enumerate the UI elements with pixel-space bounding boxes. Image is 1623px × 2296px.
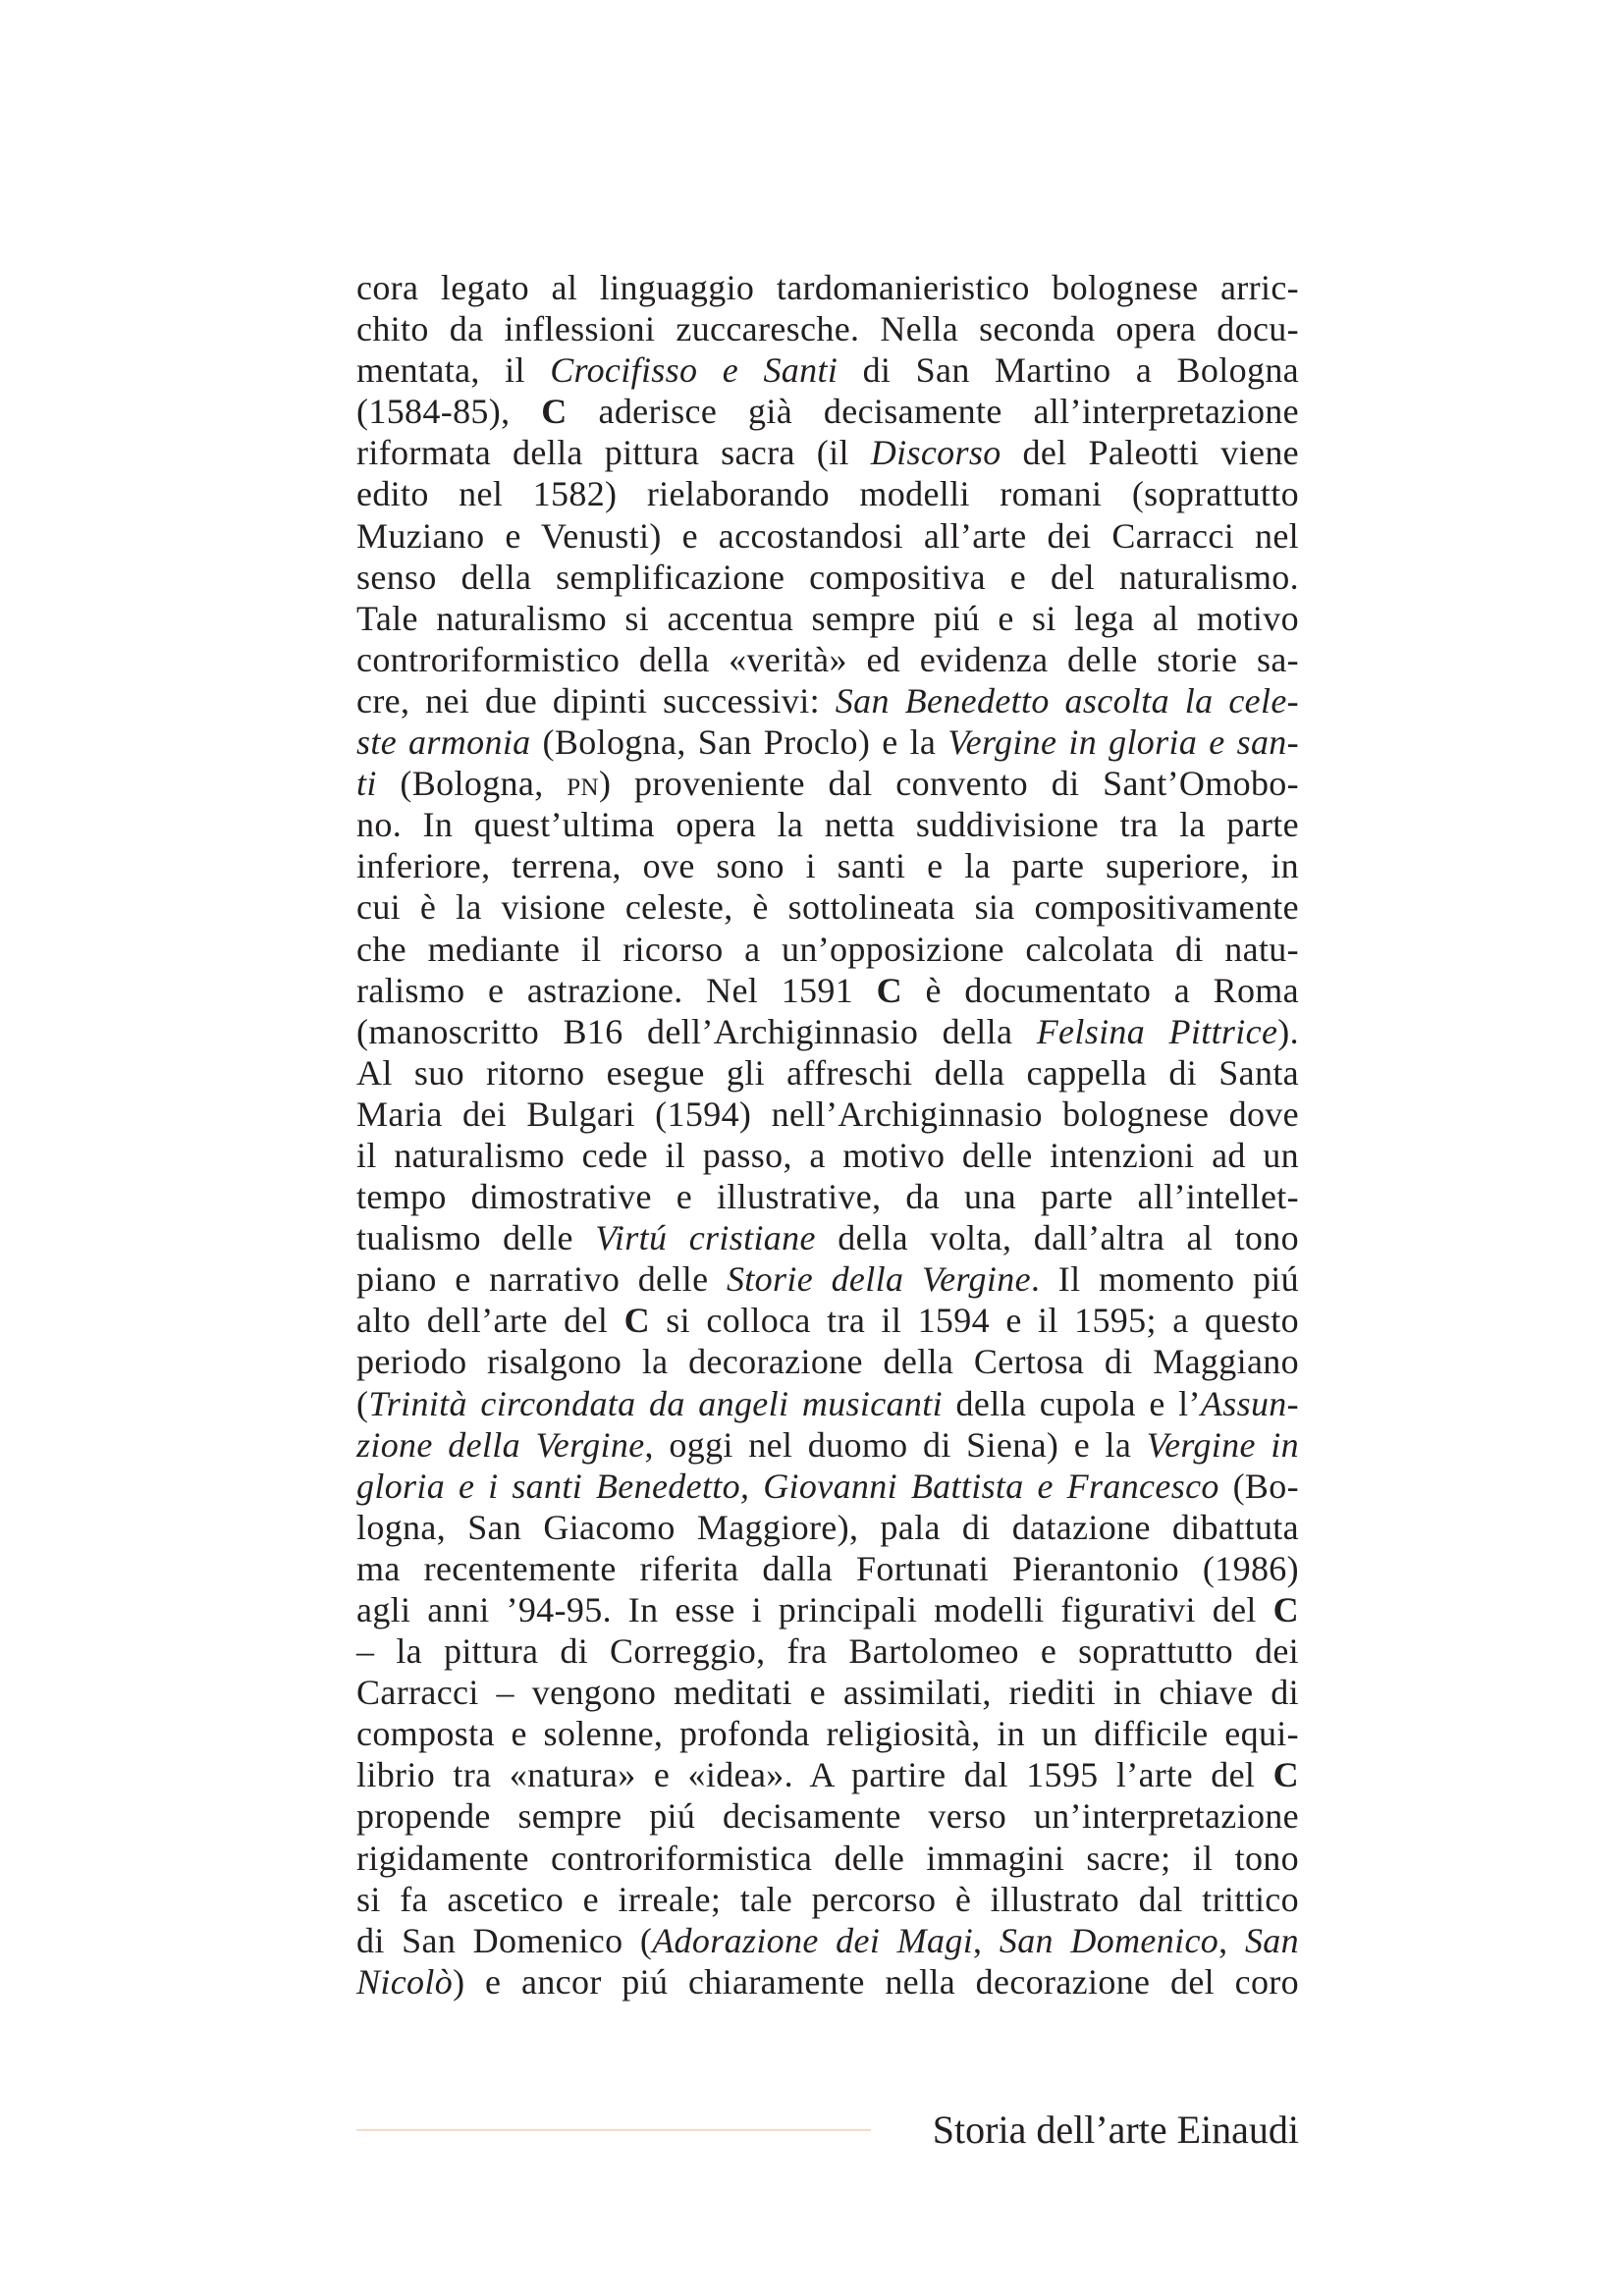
text-line (356, 1961, 1299, 2002)
text-segment: senso della semplificazione compositiva e del naturalismo. (356, 557, 1299, 597)
text-line (356, 680, 1299, 721)
text-segment: Maria dei Bulgari (1594) nell’Archiginnasio bolognese dove (356, 1094, 1299, 1134)
text-line (356, 1548, 1299, 1589)
text-line (356, 1672, 1299, 1713)
text-line (356, 1217, 1299, 1258)
text-line (356, 267, 1299, 308)
italic-text: Trinità circondata da angeli musicanti (368, 1383, 943, 1423)
text-segment: (Bologna, (376, 764, 568, 804)
text-line (356, 1011, 1299, 1052)
text-segment: aderisce già decisamente all’interpretazione (567, 392, 1299, 432)
text-line (356, 1879, 1299, 1920)
text-line (356, 557, 1299, 598)
bold-text: C (1272, 1590, 1299, 1629)
text-line (356, 432, 1299, 473)
text-segment: tempo dimostrative e illustrative, da una parte all’intellet- (356, 1177, 1299, 1217)
italic-text: Crocifisso e Santi (550, 350, 839, 391)
italic-text: San Domenico (999, 1920, 1219, 1960)
text-line (356, 1920, 1299, 1961)
text-line (356, 308, 1299, 349)
text-segment: Muziano e Venusti) e accostandosi all’arte dei Carracci nel (356, 515, 1299, 556)
italic-text: Discorso (870, 433, 1001, 473)
text-segment: , oggi nel duomo di Siena) e la (644, 1424, 1147, 1465)
text-segment: chito da inflessioni zuccaresche. Nella seconda opera docu- (356, 309, 1299, 349)
text-line (356, 1754, 1299, 1795)
text-line (356, 1630, 1299, 1672)
text-line (356, 1507, 1299, 1548)
bold-text: C (541, 392, 568, 432)
text-segment: cui è la visione celeste, è sottolineata sia compositivamente (356, 887, 1299, 928)
text-segment: agli anni ’94-95. In esse i principali modelli figurativi del (356, 1590, 1273, 1629)
text-line (356, 1258, 1299, 1300)
text-segment: controriformistico della «verità» ed evidenza delle storie sa- (356, 639, 1299, 679)
text-segment: (manoscritto B16 dell’Archiginnasio della (356, 1011, 1037, 1051)
text-segment: inferiore, terrena, ove sono i santi e la parte superiore, in (356, 846, 1299, 886)
footer-rule (356, 2129, 871, 2131)
italic-text: zione della Vergine (356, 1424, 645, 1465)
text-line (356, 1052, 1299, 1094)
text-line (356, 639, 1299, 680)
text-segment: Tale naturalismo si accentua sempre piú e si lega al motivo (356, 598, 1299, 638)
text-segment: del Paleotti viene (1001, 433, 1299, 473)
text-segment: rigidamente controriformistica delle immagini sacre; il tono (356, 1838, 1299, 1878)
text-line (356, 1300, 1299, 1341)
body-text (356, 267, 1299, 2002)
bold-text: C (623, 1301, 650, 1341)
italic-text: Vergine in gloria e san- (947, 722, 1299, 763)
bold-text: C (876, 970, 902, 1010)
italic-text: Assun- (1200, 1383, 1299, 1423)
footer-title: Storia dell’arte Einaudi (932, 2108, 1299, 2152)
text-line (356, 1341, 1299, 1382)
italic-text: Storie della Vergine (726, 1259, 1031, 1300)
text-segment: si fa ascetico e irreale; tale percorso è illustrato dal trittico (356, 1879, 1299, 1919)
italic-text: San (1244, 1920, 1299, 1960)
text-line (356, 473, 1299, 514)
bold-text: C (1272, 1755, 1299, 1795)
text-line (356, 391, 1299, 432)
text-segment: di San Martino a Bologna (838, 350, 1299, 391)
text-segment: alto dell’arte del (356, 1301, 624, 1341)
text-segment: , (1218, 1920, 1245, 1960)
small-caps-text: pn (567, 764, 599, 804)
text-segment: Al suo ritorno esegue gli affreschi della cappella di Santa (356, 1052, 1299, 1093)
italic-text: Adorazione dei Magi (652, 1920, 974, 1960)
text-segment: logna, San Giacomo Maggiore), pala di datazione dibattuta (356, 1507, 1299, 1547)
italic-text: San Benedetto ascolta la cele- (835, 680, 1299, 721)
italic-text: ti (356, 764, 377, 804)
text-segment: ( (356, 1383, 369, 1423)
text-line (356, 763, 1299, 804)
text-segment: di San Domenico ( (356, 1920, 653, 1960)
text-line (356, 515, 1299, 557)
text-line (356, 1795, 1299, 1837)
text-segment: Carracci – vengono meditati e assimilati, riediti in chiave di (356, 1673, 1299, 1713)
italic-text: Virtú cristiane (595, 1218, 816, 1258)
text-line (356, 804, 1299, 845)
text-line (356, 1094, 1299, 1135)
text-segment: (Bologna, San Proclo) e la (530, 722, 948, 763)
italic-text: gloria e i santi Benedetto, Giovanni Battista e Francesco (356, 1466, 1219, 1506)
text-segment: – la pittura di Correggio, fra Bartolomeo e soprattutto dei (356, 1631, 1299, 1672)
text-segment: no. In quest’ultima opera la netta suddivisione tra la parte (356, 805, 1299, 845)
text-line (356, 1713, 1299, 1754)
text-line (356, 598, 1299, 639)
text-line (356, 970, 1299, 1011)
text-segment: ) proveniente dal convento di Sant’Omobo- (598, 764, 1299, 804)
italic-text: Felsina Pittrice (1036, 1011, 1278, 1051)
text-line (356, 1383, 1299, 1424)
text-segment: ) e ancor piú chiaramente nella decorazione del coro (453, 1961, 1299, 2002)
text-segment: tualismo delle (356, 1218, 596, 1258)
italic-text: Vergine in (1146, 1424, 1299, 1465)
text-line (356, 349, 1299, 391)
text-line (356, 1589, 1299, 1630)
text-segment: si colloca tra il 1594 e il 1595; a questo (649, 1301, 1299, 1341)
text-segment: mentata, il (356, 350, 551, 391)
text-segment: piano e narrativo delle (356, 1259, 727, 1300)
text-segment: ma recentemente riferita dalla Fortunati Pierantonio (1986) (356, 1548, 1299, 1588)
text-segment: della volta, dall’altra al tono (815, 1218, 1299, 1258)
text-segment: ralismo e astrazione. Nel 1591 (356, 970, 877, 1010)
text-segment: che mediante il ricorso a un’opposizione calcolata di natu- (356, 929, 1299, 969)
text-line (356, 1466, 1299, 1507)
text-segment: il naturalismo cede il passo, a motivo delle intenzioni ad un (356, 1135, 1299, 1175)
text-segment: composta e solenne, profonda religiosità, in un difficile equi- (356, 1714, 1299, 1754)
text-segment: cre, nei due dipinti successivi: (356, 680, 836, 721)
text-segment: edito nel 1582) rielaborando modelli romani (soprattutto (356, 474, 1299, 514)
text-line (356, 845, 1299, 886)
text-segment: (1584-85), (356, 392, 542, 432)
text-segment: , (973, 1920, 1000, 1960)
text-segment: librio tra «natura» e «idea». A partire dal 1595 l’arte del (356, 1755, 1273, 1795)
text-segment: . Il momento piú (1030, 1259, 1299, 1300)
text-line (356, 1176, 1299, 1217)
text-segment: riformata della pittura sacra (il (356, 433, 871, 473)
text-line (356, 929, 1299, 970)
text-segment: della cupola e l’ (943, 1383, 1201, 1423)
text-line (356, 1424, 1299, 1466)
text-segment: propende sempre piú decisamente verso un’interpretazione (356, 1796, 1299, 1837)
text-line (356, 1135, 1299, 1176)
text-segment: (Bo- (1218, 1466, 1299, 1506)
italic-text: ste armonia (356, 722, 531, 763)
text-line (356, 886, 1299, 928)
text-segment: ). (1277, 1011, 1299, 1051)
text-segment: cora legato al linguaggio tardomanieristico bolognese arric- (356, 268, 1299, 307)
text-segment: è documentato a Roma (902, 970, 1299, 1010)
text-segment: periodo risalgono la decorazione della Certosa di Maggiano (356, 1342, 1299, 1382)
italic-text: Nicolò (356, 1961, 454, 2002)
text-line (356, 721, 1299, 763)
text-line (356, 1838, 1299, 1879)
